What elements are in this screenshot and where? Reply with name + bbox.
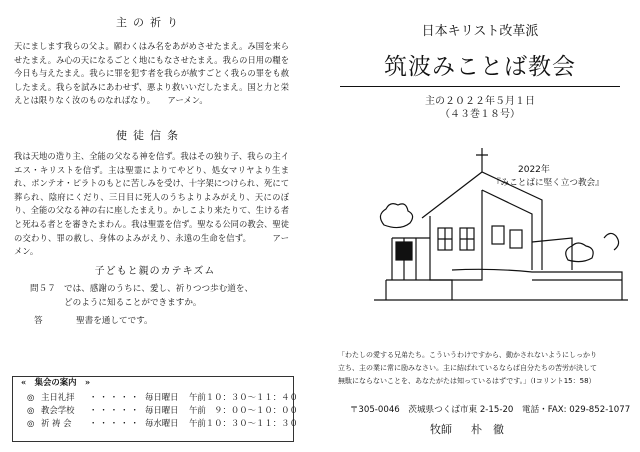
service-day: 毎水曜日 — [145, 418, 179, 429]
question-label: 問５７ — [30, 284, 56, 294]
verse-line-3: 無駄にならないことを、あなたがたは知っているはずです。」（Ⅰコリント15：58） — [338, 377, 596, 385]
question-line-2: どのように知ることができますか。 — [64, 297, 202, 308]
prayer-title: 主の祈り — [116, 16, 184, 29]
church-illustration — [372, 130, 630, 320]
denomination: 日本キリスト改革派 — [421, 24, 539, 39]
service-time: 午前１０：３０～１１：３０ — [189, 418, 298, 429]
pastor-line — [430, 421, 504, 437]
bullet-icon: ◎ — [27, 418, 35, 429]
answer-text: 聖書を通してです。 — [76, 316, 153, 326]
catechism-answer — [30, 315, 290, 329]
church-name: 筑波みことば教会 — [384, 54, 576, 80]
catechism-title: 子どもと親のカテキズム — [94, 266, 216, 277]
creed-body: 我は天地の造り主、全能の父なる神を信ず。我はその独り子、我らの主イエス・キリストを信ず。主は聖霊によりてやどり、処女マリヤより生まれ、ポンテオ・ピラトのもとに苦しみを受け、十字架につけられ、死にて葬られ、陰府にくだり、三日目に死人のうちよりよみがえり、天にのぼり、全能の父なる神の右に座したまえり。かしこより来たりて、生ける者と死ねる者とを審きたまわん。我は聖霊を信ず。聖なる公同の教会、聖徒の交わり、罪の赦し、身体のよみがえり、永遠の生命を信ず。 アーメン。 — [14, 151, 289, 257]
catechism-question — [30, 283, 290, 297]
answer-label: 答 — [34, 316, 43, 326]
pastor-title: 牧師 — [430, 423, 452, 436]
service-day: 毎日曜日 — [145, 392, 179, 402]
service-row — [27, 391, 298, 404]
service-row — [27, 417, 298, 430]
illustration-motto: 『みことばに堅く立つ教会』 — [492, 178, 604, 188]
service-dots: ・・・・・ — [89, 405, 141, 416]
bulletin-date: 主の２０２２年５月１日 — [425, 96, 535, 107]
service-dots: ・・・・・ — [89, 392, 141, 402]
bullet-icon: ◎ — [27, 405, 35, 416]
creed-title: 使徒信条 — [116, 129, 184, 142]
bullet-icon: ◎ — [27, 392, 35, 402]
prayer-body: 天にまします我らの父よ。願わくはみ名をあがめさせたまえ。み国を来らせたまえ。み心の天になるごとく地にもなさせたまえ。我らの日用の糧を今日も与えたまえ。我らに罪を犯す者を我らが赦すごとく我らの罪をも赦したまえ。我らを試みにあわせず、悪より救いいだしたまえ。国と力と栄えとは限りなく汝のものなればなり。 アーメン。 — [14, 41, 289, 106]
church-address: 〒305-0046 茨城県つくば市東 2-15-20 電話・FAX: 029-852-1077 — [349, 405, 631, 415]
verse-line-1: 「わたしの愛する兄弟たち。こういうわけですから、動かされないようにしっかり — [338, 351, 597, 359]
service-name: 教会学校 — [41, 405, 75, 416]
service-dots: ・・・・・ — [89, 418, 141, 429]
services-list — [27, 391, 298, 431]
services-header: « 集会の案内 » — [21, 377, 91, 387]
service-name: 主日礼拝 — [41, 392, 75, 402]
catechism-question-cont — [30, 297, 290, 311]
verse-line-2: 立ち、主の業に常に励みなさい。主に結ばれているならば自分たちの苦労が決して — [338, 364, 597, 372]
bulletin-issue: （４３巻１８号） — [440, 109, 520, 120]
title-divider — [340, 86, 620, 87]
church-drawing — [372, 130, 630, 320]
service-row — [27, 404, 298, 417]
question-line-1: では、感謝のうちに、愛し、祈りつつ歩む道を、 — [64, 284, 254, 294]
service-day: 毎日曜日 — [145, 405, 179, 416]
bible-verse — [338, 349, 633, 388]
service-name: 祈 祷 会 — [41, 418, 72, 429]
catechism-block — [30, 283, 290, 329]
service-time: 午前１０：３０～１１：４０ — [189, 392, 298, 402]
services-box — [12, 376, 298, 442]
illustration-year: 2022年 — [518, 165, 550, 175]
service-time: 午前 ９：００～１０：００ — [189, 405, 298, 416]
question-indent — [30, 297, 64, 311]
pastor-name: 朴 徹 — [471, 423, 504, 436]
